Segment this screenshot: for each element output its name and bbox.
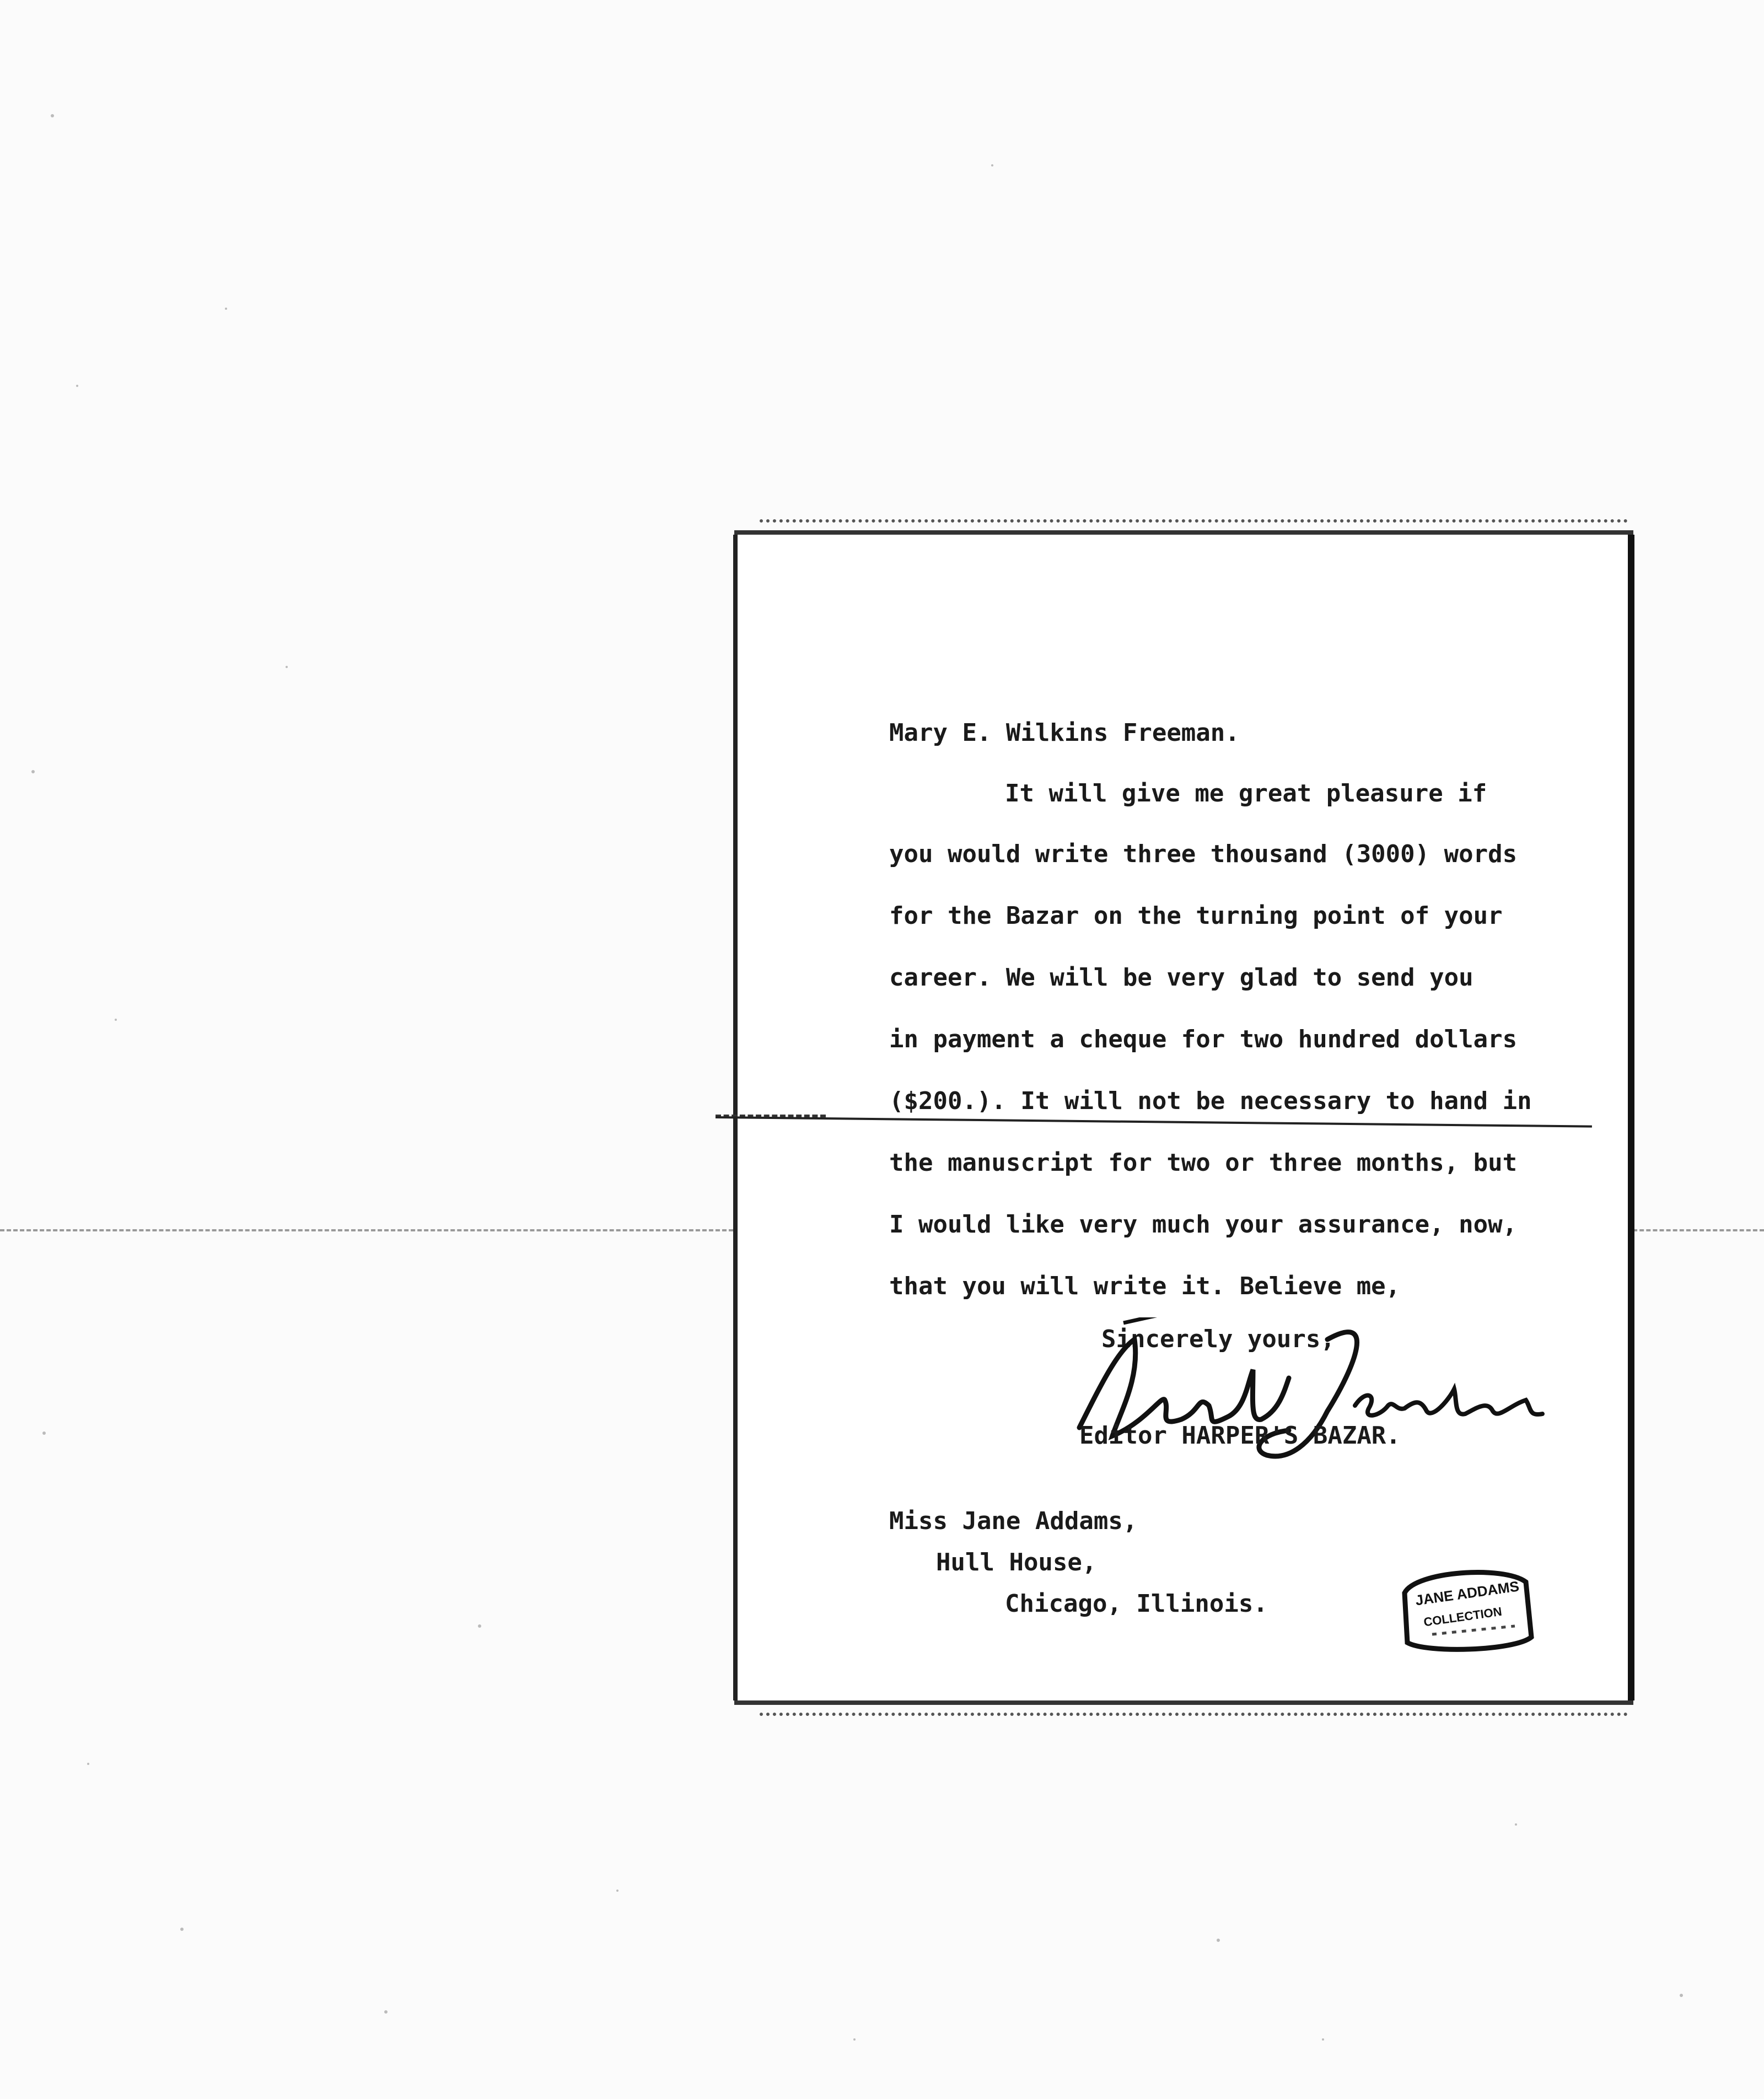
- stamp-line2: COLLECTION: [1422, 1604, 1503, 1629]
- salutation: Mary E. Wilkins Freeman.: [889, 719, 1240, 747]
- body-line: ($200.). It will not be necessary to hand in: [889, 1087, 1532, 1115]
- closing: Sincerely yours,: [1101, 1325, 1335, 1353]
- body-line: It will give me great pleasure if: [1005, 779, 1487, 808]
- recipient-street: Hull House,: [936, 1548, 1097, 1576]
- body-line: you would write three thousand (3000) words: [889, 840, 1518, 868]
- body-line: in payment a cheque for two hundred dollars: [889, 1025, 1518, 1053]
- recipient-name: Miss Jane Addams,: [889, 1507, 1138, 1535]
- body-line: that you will write it. Believe me,: [889, 1272, 1401, 1300]
- collection-stamp: [1394, 1560, 1537, 1654]
- fold-line: [1626, 1229, 1764, 1231]
- fold-line: [0, 1229, 733, 1231]
- body-line: the manuscript for two or three months, but: [889, 1149, 1518, 1177]
- stamp-line1: JANE ADDAMS: [1414, 1578, 1520, 1609]
- body-line: career. We will be very glad to send you: [889, 964, 1473, 992]
- body-line: for the Bazar on the turning point of your: [889, 902, 1503, 930]
- signer-title: Editor HARPER'S BAZAR.: [1079, 1422, 1401, 1450]
- signature: [1068, 1317, 1564, 1483]
- letter-page: [733, 535, 1634, 1700]
- body-line: I would like very much your assurance, now,: [889, 1210, 1518, 1239]
- recipient-city: Chicago, Illinois.: [1005, 1590, 1268, 1618]
- crease-line: [716, 1116, 1592, 1128]
